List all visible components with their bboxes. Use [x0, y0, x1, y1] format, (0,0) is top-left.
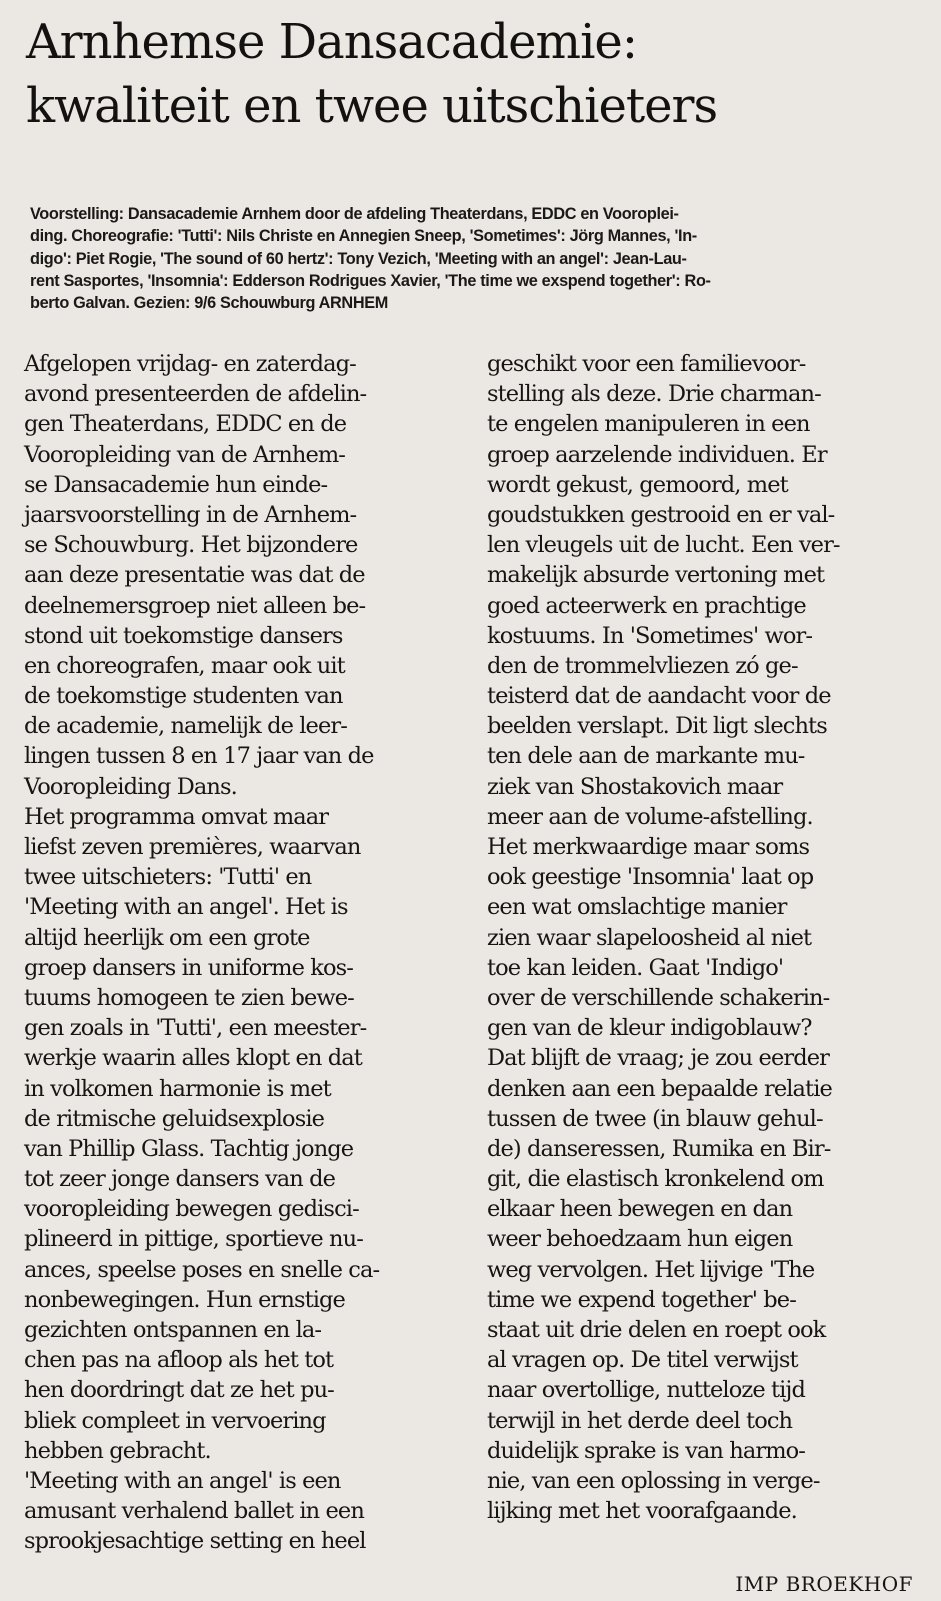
- body-text-line: plineerd in pittige, sportieve nu-: [24, 1226, 363, 1253]
- performance-credits: [30, 203, 918, 314]
- body-text-line: wordt gekust, gemoord, met: [487, 471, 788, 498]
- body-text-line: tussen de twee (in blauw gehul-: [487, 1105, 823, 1132]
- body-text-line: Het merkwaardige maar soms: [487, 834, 810, 860]
- body-text-line: over de verschillende schakerin-: [487, 984, 830, 1011]
- body-text-line: hen doordringt dat ze het pu-: [24, 1377, 334, 1404]
- body-text-line: amusant verhalend ballet in een: [24, 1498, 364, 1525]
- body-text-line: gen zoals in 'Tutti', een meester-: [24, 1015, 367, 1042]
- credits-line: berto Galvan. Gezien: 9/6 Schouwburg ARNHEM: [30, 294, 388, 313]
- body-text-line: jaarsvoorstelling in de Arnhem-: [24, 501, 357, 528]
- body-text-line: weer behoedzaam hun eigen: [487, 1226, 793, 1253]
- body-text-line: bliek compleet in vervoering: [24, 1407, 326, 1434]
- body-text-line: en choreografen, maar ook uit: [24, 652, 345, 679]
- body-text-line: aan deze presentatie was dat de: [24, 562, 365, 589]
- body-text-line: ziek van Shostakovich maar: [487, 773, 783, 800]
- body-text-line: se Schouwburg. Het bijzondere: [24, 532, 358, 559]
- body-text-line: Vooropleiding van de Arnhem-: [24, 441, 346, 468]
- body-text-line: ook geestige 'Insomnia' laat op: [487, 864, 814, 891]
- body-text-line: tuums homogeen te zien bewe-: [24, 984, 354, 1011]
- body-text-line: nonbewegingen. Hun ernstige: [24, 1286, 345, 1313]
- body-text-line: beelden verslapt. Dit ligt slechts: [487, 713, 827, 740]
- body-text-line: sprookjesachtige setting en heel: [24, 1528, 366, 1555]
- body-text-line: liefst zeven premières, waarvan: [24, 834, 361, 860]
- body-text-line: 'Meeting with an angel' is een: [24, 1467, 341, 1494]
- body-text-line: groep aarzelende individuen. Er: [487, 441, 827, 468]
- body-text-line: Het programma omvat maar: [24, 803, 329, 830]
- body-text-line: naar overtollige, nutteloze tijd: [487, 1377, 806, 1404]
- headline-line: Arnhemse Dansacademie:: [26, 14, 637, 70]
- article-column-left: [24, 349, 454, 1557]
- body-text-line: stelling als deze. Drie charman-: [487, 381, 821, 408]
- body-text-line: makelijk absurde vertoning met: [487, 562, 825, 589]
- body-text-line: time we expend together' be-: [487, 1286, 796, 1313]
- body-text-line: gezichten ontspannen en la-: [24, 1317, 322, 1343]
- body-text-line: in volkomen harmonie is met: [24, 1075, 331, 1102]
- body-text-line: avond presenteerden de afdelin-: [24, 381, 367, 408]
- body-text-line: ten dele aan de markante mu-: [487, 743, 805, 770]
- body-text-line: staat uit drie delen en roept ook: [487, 1317, 826, 1343]
- body-text-line: van Phillip Glass. Tachtig jonge: [24, 1135, 354, 1162]
- body-text-line: goed acteerwerk en prachtige: [487, 592, 806, 619]
- body-text-line: de academie, namelijk de leer-: [24, 713, 347, 740]
- body-text-line: gen van de kleur indigoblauw?: [487, 1015, 812, 1042]
- body-text-line: teisterd dat de aandacht voor de: [487, 683, 831, 710]
- body-text-line: stond uit toekomstige dansers: [24, 622, 343, 649]
- body-text-line: ances, speelse poses en snelle ca-: [24, 1256, 380, 1283]
- body-text-line: elkaar heen bewegen en dan: [487, 1196, 793, 1223]
- body-text-line: denken aan een bepaalde relatie: [487, 1075, 832, 1102]
- body-text-line: te engelen manipuleren in een: [487, 411, 810, 438]
- body-text-line: lijking met het voorafgaande.: [487, 1498, 797, 1525]
- body-text-line: Dat blijft de vraag; je zou eerder: [487, 1045, 829, 1072]
- body-text-line: de) danseressen, Rumika en Bir-: [487, 1135, 831, 1162]
- body-text-line: groep dansers in uniforme kos-: [24, 954, 353, 981]
- body-text-line: een wat omslachtige manier: [487, 894, 787, 921]
- body-text-line: twee uitschieters: 'Tutti' en: [24, 864, 312, 891]
- body-text-line: al vragen op. De titel verwijst: [487, 1347, 798, 1374]
- body-text-line: Afgelopen vrijdag- en zaterdag-: [24, 351, 356, 377]
- body-text-line: de ritmische geluidsexplosie: [24, 1105, 325, 1132]
- body-text-line: hebben gebracht.: [24, 1437, 211, 1464]
- body-text-line: toe kan leiden. Gaat 'Indigo': [487, 954, 784, 981]
- body-text-line: se Dansacademie hun einde-: [24, 471, 328, 498]
- article-column-right: [487, 349, 917, 1526]
- body-text-line: meer aan de volume-afstelling.: [487, 803, 813, 830]
- body-text-line: 'Meeting with an angel'. Het is: [24, 894, 348, 921]
- credits-line: Voorstelling: Dansacademie Arnhem door de afdeling Theaterdans, EDDC en Vooroplei-: [30, 205, 679, 223]
- body-text-line: duidelijk sprake is van harmo-: [487, 1437, 805, 1464]
- body-text-line: geschikt voor een familievoor-: [487, 351, 806, 377]
- body-text-line: den de trommelvliezen zó ge-: [487, 652, 798, 679]
- body-text-line: werkje waarin alles klopt en dat: [24, 1045, 362, 1072]
- body-text-line: Vooropleiding Dans.: [24, 773, 237, 800]
- credits-line: ding. Choreografie: 'Tutti': Nils Christe en Annegien Sneep, 'Sometimes': Jörg Mannes, 'In-: [30, 227, 697, 246]
- body-text-line: tot zeer jonge dansers van de: [24, 1166, 336, 1193]
- body-text-line: len vleugels uit de lucht. Een ver-: [487, 532, 840, 559]
- body-text-line: weg vervolgen. Het lijvige 'The: [487, 1256, 815, 1283]
- body-text-line: chen pas na afloop als het tot: [24, 1347, 334, 1374]
- body-text-line: terwijl in het derde deel toch: [487, 1407, 793, 1434]
- headline-line: kwaliteit en twee uitschieters: [26, 78, 718, 134]
- body-text-line: goudstukken gestrooid en er val-: [487, 501, 835, 528]
- body-text-line: lingen tussen 8 en 17 jaar van de: [24, 743, 374, 770]
- body-text-line: deelnemersgroep niet alleen be-: [24, 592, 366, 619]
- author-byline: IMP BROEKHOF: [735, 1572, 913, 1596]
- body-text-line: altijd heerlijk om een grote: [24, 924, 310, 951]
- body-text-line: zien waar slapeloosheid al niet: [487, 924, 812, 951]
- credits-line: rent Sasportes, 'Insomnia': Edderson Rodrigues Xavier, 'The time we exspend together': Ro-: [30, 271, 711, 290]
- body-text-line: nie, van een oplossing in verge-: [487, 1467, 820, 1494]
- body-text-line: de toekomstige studenten van: [24, 683, 343, 710]
- body-text-line: git, die elastisch kronkelend om: [487, 1166, 824, 1193]
- article-headline: [26, 10, 926, 138]
- body-text-line: vooropleiding bewegen gedisci-: [24, 1196, 359, 1223]
- body-text-line: kostuums. In 'Sometimes' wor-: [487, 622, 813, 649]
- body-text-line: gen Theaterdans, EDDC en de: [24, 411, 347, 438]
- credits-line: digo': Piet Rogie, 'The sound of 60 hertz': Tony Vezich, 'Meeting with an angel': Jean-Lau-: [30, 249, 687, 268]
